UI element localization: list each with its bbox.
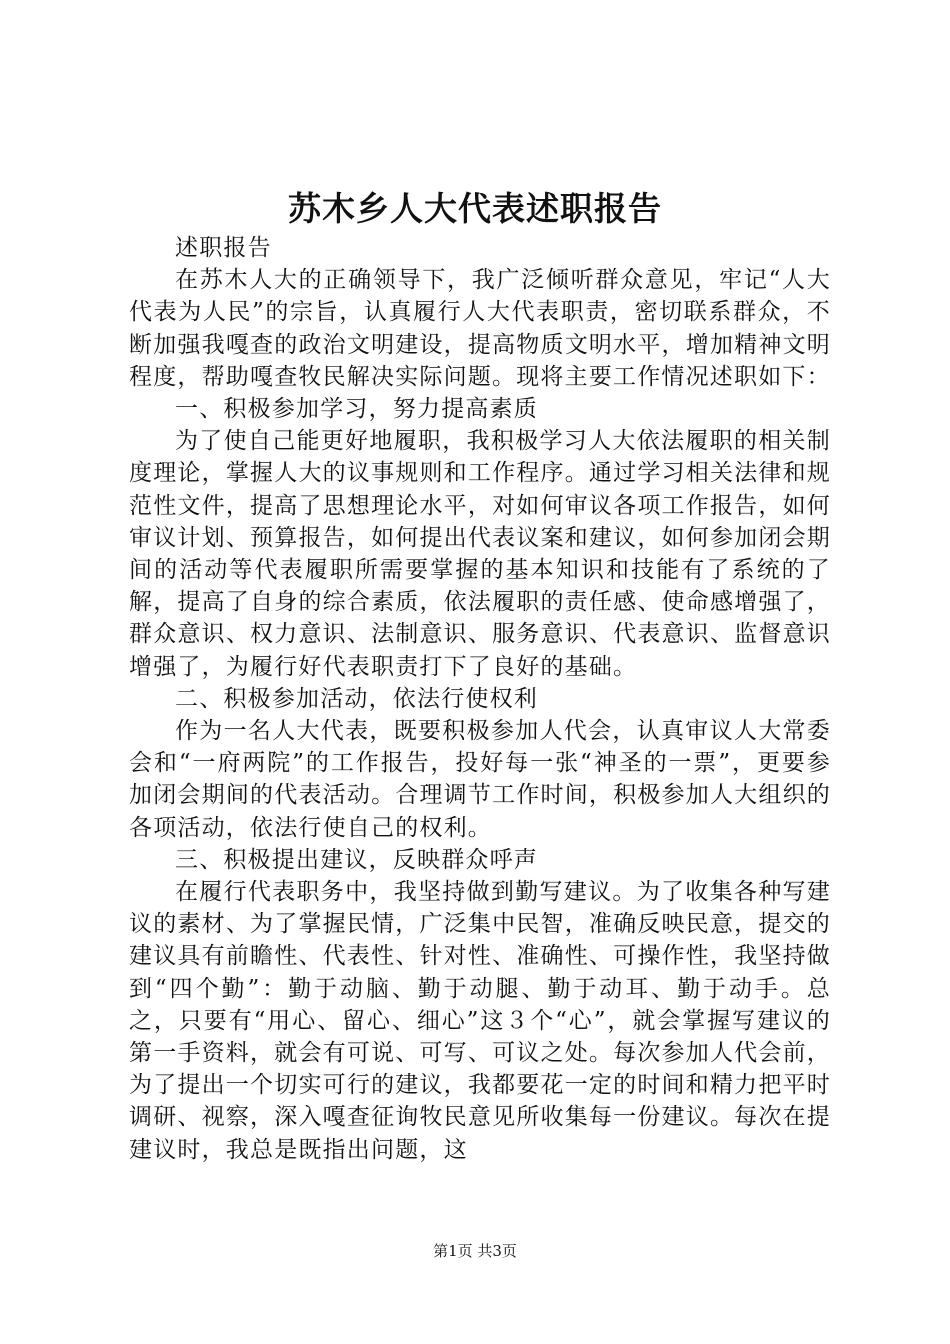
paragraph-section-1: 为了使自己能更好地履职，我积极学习人大依法履职的相关制度理论，掌握人大的议事规则和工作程序。通过学习相关法律和规范性文件，提高了思想理论水平，对如何审议各项工作报告，如何审议计划、预算报告，如何提出代表议案和建议，如何参加闭会期间的活动等代表履职所需要掌握的基本知识和技能有了系统的了解，提高了自身的综合素质，依法履职的责任感、使命感增强了，群众意识、权力意识、法制意识、服务意识、代表意识、监督意识增强了，为履行好代表职责打下了良好的基础。 xyxy=(129,428,831,680)
document-title: 苏木乡人大代表述职报告 xyxy=(288,189,662,228)
section-heading-1: 一、积极参加学习，努力提高素质 xyxy=(175,396,538,423)
paragraph-section-3: 在履行代表职务中，我坚持做到勤写建议。为了收集各种写建议的素材、为了掌握民情，广泛集中民智，准确反映民意，提交的建议具有前瞻性、代表性、针对性、准确性、可操作性，我坚持做到“四个勤”：勤于动脑、勤于动腿、勤于动耳、勤于动手。总之，只要有“用心、留心、细心”这３个“心”，就会掌握写建议的第一手资料，就会有可说、可写、可议之处。每次参加人代会前，为了提出一个切实可行的建议，我都要花一定的时间和精力把平时调研、视察，深入嘎查征询牧民意见所收集每一份建议。每次在提建议时，我总是既指出问题，这 xyxy=(129,879,831,1163)
section-heading-3: 三、积极提出建议，反映群众呼声 xyxy=(175,846,538,873)
page-footer: 第1页 共3页 xyxy=(433,1242,517,1260)
section-heading-2: 二、积极参加活动，依法行使权利 xyxy=(175,685,538,712)
paragraph-intro: 在苏木人大的正确领导下，我广泛倾听群众意见，牢记“人大代表为人民”的宗旨，认真履行人大代表职责，密切联系群众，不断加强我嘎查的政治文明建设，提高物质文明水平，增加精神文明程度，帮助嘎查牧民解决实际问题。现将主要工作情况述职如下： xyxy=(129,267,831,390)
paragraph-heading: 述职报告 xyxy=(175,235,272,261)
document-body xyxy=(129,232,831,1166)
paragraph-section-2: 作为一名人大代表，既要积极参加人代会，认真审议人大常委会和“一府两院”的工作报告，投好每一张“神圣的一票”，更要参加闭会期间的代表活动。合理调节工作时间，积极参加人大组织的各项活动，依法行使自己的权利。 xyxy=(129,718,831,841)
